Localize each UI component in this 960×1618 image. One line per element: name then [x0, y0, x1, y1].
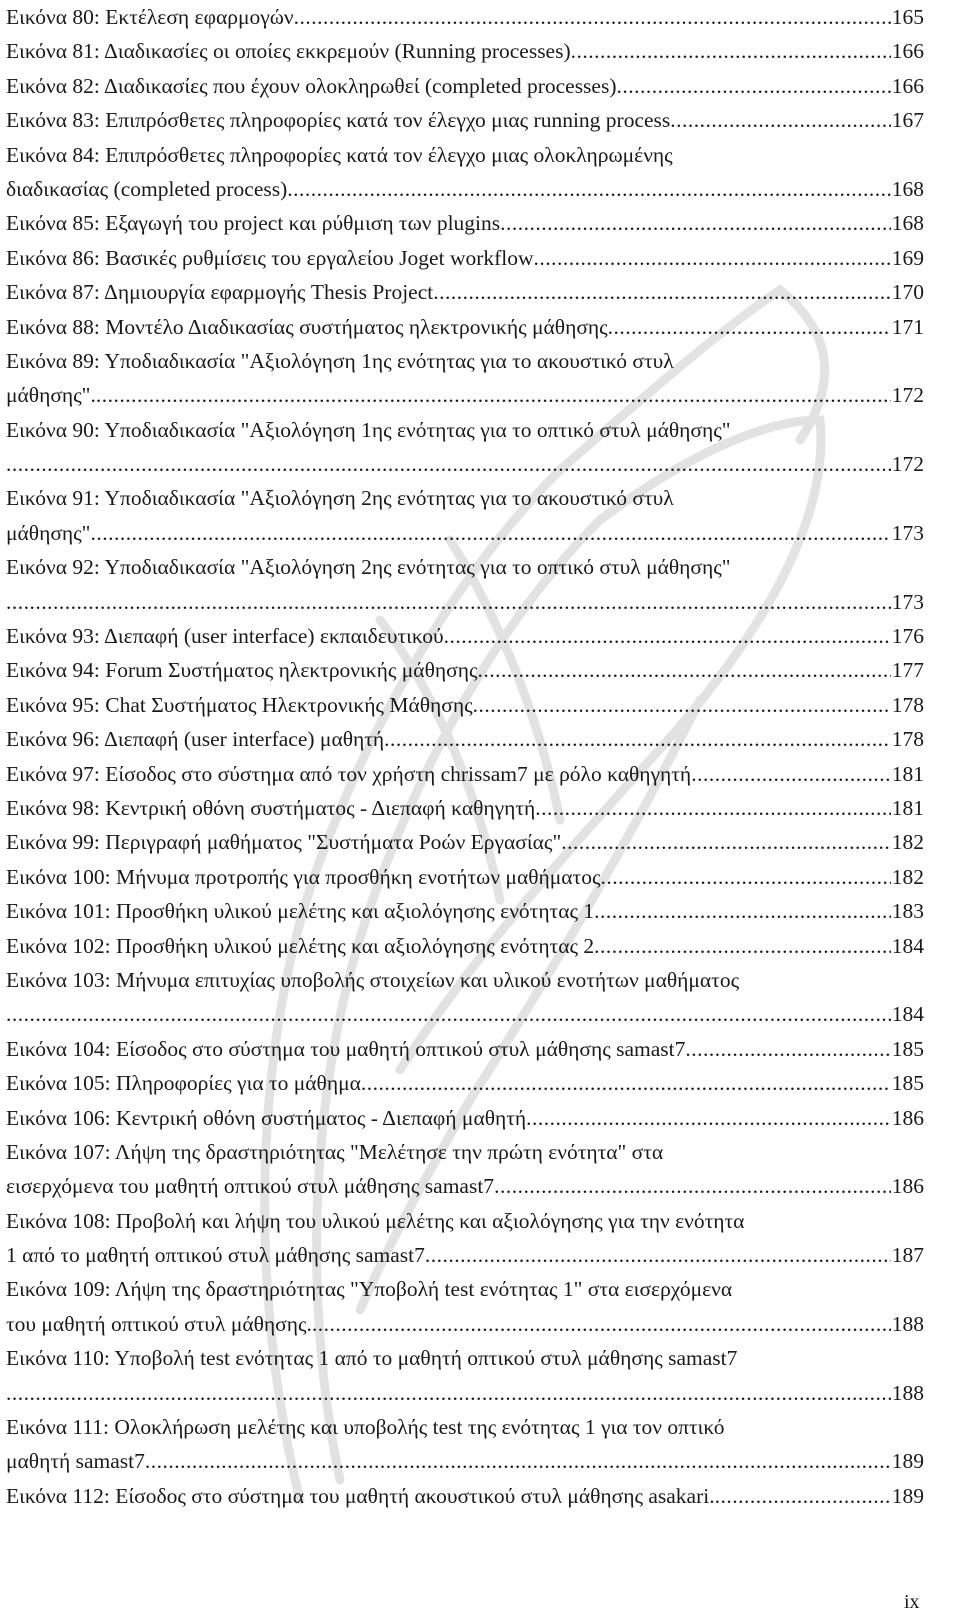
- toc-line: [6, 103, 924, 137]
- toc-line: [6, 138, 924, 172]
- toc-line: [6, 172, 924, 206]
- toc-entry-text: Εικόνα 92: Υποδιαδικασία "Αξιολόγηση 2ης ενότητας για το οπτικό στυλ μάθησης": [6, 555, 731, 580]
- toc-page-number: 184: [891, 1002, 924, 1027]
- toc-entry-text: Εικόνα 80: Εκτέλεση εφαρμογών: [6, 5, 294, 29]
- dot-leader: [287, 172, 890, 206]
- page-number: ix: [904, 1591, 920, 1613]
- toc-entry-text: εισερχόμενα του μαθητή οπτικού στυλ μάθησης samast7: [6, 1174, 495, 1199]
- toc-page-number: 165: [891, 5, 924, 29]
- toc-entry-text: Εικόνα 101: Προσθήκη υλικού μελέτης και αξιολόγησης ενότητας 1: [6, 899, 595, 924]
- toc-line: [6, 344, 924, 378]
- dot-leader: [90, 516, 890, 550]
- toc-page-number: 187: [891, 1243, 924, 1268]
- dot-leader: [594, 894, 891, 928]
- toc-page-number: 186: [891, 1105, 924, 1130]
- toc-line: [6, 585, 924, 619]
- toc-page-number: 168: [891, 211, 924, 236]
- toc-line: [6, 619, 924, 653]
- toc-entry-text: Εικόνα 82: Διαδικασίες που έχουν ολοκληρωθεί (completed processes): [6, 73, 617, 98]
- dot-leader: [691, 757, 891, 791]
- toc-line: [6, 1101, 924, 1135]
- toc-line: [6, 1272, 924, 1306]
- toc-entry-text: Εικόνα 99: Περιγραφή μαθήματος "Συστήματα Ροών Εργασίας": [6, 830, 562, 855]
- toc-entry-text: 1 από το μαθητή οπτικού στυλ μάθησης samast7: [6, 1243, 425, 1268]
- toc-entry-text: Εικόνα 102: Προσθήκη υλικού μελέτης και αξιολόγησης ενότητας 2: [6, 933, 595, 958]
- toc-page-number: 182: [891, 830, 924, 855]
- toc-entry-text: Εικόνα 81: Διαδικασίες οι οποίες εκκρεμούν (Running processes): [6, 39, 571, 64]
- dot-leader: [608, 310, 891, 344]
- toc-line: [6, 1444, 924, 1478]
- toc-line: [6, 413, 924, 447]
- toc-line: [6, 1376, 924, 1410]
- toc-line: [6, 69, 924, 103]
- toc-page-number: 173: [891, 589, 924, 614]
- dot-leader: [500, 206, 891, 240]
- toc-entry-text: Εικόνα 109: Λήψη της δραστηριότητας "Υποβολή test ενότητας 1" στα εισερχόμενα: [6, 1277, 733, 1302]
- toc-line: [6, 1135, 924, 1169]
- toc-line: [6, 241, 924, 275]
- toc-line: [6, 722, 924, 756]
- toc-entry-text: Εικόνα 84: Επιπρόσθετες πληροφορίες κατά τον έλεγχο μιας ολοκληρωμένης: [6, 142, 673, 167]
- toc-page-number: 177: [891, 658, 924, 683]
- toc-line: [6, 997, 924, 1031]
- toc-page-number: 169: [891, 245, 924, 270]
- toc-entry-text: Εικόνα 90: Υποδιαδικασία "Αξιολόγηση 1ης ενότητας για το οπτικό στυλ μάθησης": [6, 417, 731, 442]
- toc-line: [6, 550, 924, 584]
- toc-entry-text: Εικόνα 89: Υποδιαδικασία "Αξιολόγηση 1ης ενότητας για το ακουστικό στυλ: [6, 348, 674, 373]
- toc-entry-text: Εικόνα 112: Είσοδος στο σύστημα του μαθητή ακουστικού στυλ μάθησης asakari.: [6, 1483, 715, 1508]
- toc-entry-text: Εικόνα 98: Κεντρική οθόνη συστήματος - Διεπαφή καθηγητή: [6, 795, 536, 820]
- toc-line: [6, 1479, 924, 1513]
- toc-entry-text: Εικόνα 96: Διεπαφή (user interface) μαθητή: [6, 727, 385, 752]
- toc-line: [6, 310, 924, 344]
- toc-page-number: 166: [891, 73, 924, 98]
- toc-line: [6, 1341, 924, 1375]
- toc-entry-text: Εικόνα 85: Εξαγωγή του project και ρύθμιση των plugins: [6, 211, 501, 236]
- toc-entry-text: μάθησης": [6, 520, 91, 545]
- toc-page-number: 178: [891, 692, 924, 717]
- toc-entry-text: Εικόνα 106: Κεντρική οθόνη συστήματος - Διεπαφή μαθητή: [6, 1105, 527, 1130]
- toc-line: [6, 791, 924, 825]
- toc-page-number: 172: [891, 452, 924, 477]
- toc-line: [6, 1169, 924, 1203]
- toc-line: [6, 825, 924, 859]
- toc-line: [6, 206, 924, 240]
- toc-page-number: 188: [891, 1311, 924, 1336]
- toc-line: [6, 963, 924, 997]
- toc-page-number: 189: [891, 1483, 924, 1508]
- toc-line: [6, 1204, 924, 1238]
- toc-line: [6, 1410, 924, 1444]
- toc-line: [6, 929, 924, 963]
- toc-entry-text: Εικόνα 110: Υποβολή test ενότητας 1 από το μαθητή οπτικού στυλ μάθησης samast7: [6, 1346, 738, 1371]
- toc-entry-text: Εικόνα 97: Είσοδος στο σύστημα από τον χρήστη chrissam7 με ρόλο καθηγητή: [6, 761, 692, 786]
- dot-leader: [473, 688, 891, 722]
- toc-page-number: 186: [891, 1174, 924, 1199]
- toc-page-number: 171: [891, 314, 924, 339]
- toc-line: [6, 860, 924, 894]
- toc-line: [6, 447, 924, 481]
- toc-entry-text: Εικόνα 88: Μοντέλο Διαδικασίας συστήματος ηλεκτρονικής μάθησης: [6, 314, 608, 339]
- toc-page-number: 185: [891, 1071, 924, 1096]
- dot-leader: [6, 447, 891, 481]
- toc-line: [6, 757, 924, 791]
- dot-leader: [477, 653, 890, 687]
- dot-leader: [494, 1169, 891, 1203]
- toc-entry-text: Εικόνα 94: Forum Συστήματος ηλεκτρονικής μάθησης: [6, 658, 478, 683]
- toc-line: [6, 378, 924, 412]
- dot-leader: [6, 585, 891, 619]
- toc-line: [6, 1238, 924, 1272]
- dot-leader: [361, 1066, 891, 1100]
- toc-page-number: 172: [891, 383, 924, 408]
- toc-line: [6, 894, 924, 928]
- toc-line: [6, 1032, 924, 1066]
- toc-entry-text: Εικόνα 86: Βασικές ρυθμίσεις του εργαλείου Joget workflow: [6, 245, 534, 270]
- toc-page-number: 176: [891, 624, 924, 649]
- toc-page-number: 183: [891, 899, 924, 924]
- toc-page-number: 170: [891, 280, 924, 305]
- toc-line: [6, 688, 924, 722]
- toc-entry-text: Εικόνα 87: Δημιουργία εφαρμογής Thesis Project: [6, 280, 434, 305]
- dot-leader: [294, 0, 891, 34]
- dot-leader: [534, 241, 891, 275]
- dot-leader: [617, 69, 891, 103]
- dot-leader: [670, 103, 890, 137]
- toc-entry-text: Εικόνα 95: Chat Συστήματος Ηλεκτρονικής Μάθησης: [6, 692, 473, 717]
- toc-entry-text: Εικόνα 104: Είσοδος στο σύστημα του μαθητή οπτικού στυλ μάθησης samast7: [6, 1036, 686, 1061]
- toc-line: [6, 34, 924, 68]
- dot-leader: [6, 1376, 891, 1410]
- toc-page-number: 182: [891, 864, 924, 889]
- toc-entry-text: Εικόνα 111: Ολοκλήρωση μελέτης και υποβολής test της ενότητας 1 για τον οπτικό: [6, 1415, 725, 1440]
- toc-page-number: 188: [891, 1380, 924, 1405]
- toc-page-number: 173: [891, 520, 924, 545]
- toc-line: [6, 0, 924, 34]
- toc-page-number: 189: [891, 1449, 924, 1474]
- toc-entry-text: Εικόνα 108: Προβολή και λήψη του υλικού μελέτης και αξιολόγησης για την ενότητα: [6, 1208, 745, 1233]
- dot-leader: [384, 722, 891, 756]
- table-of-figures: [6, 0, 924, 1513]
- toc-entry-text: διαδικασίας (completed process): [6, 176, 288, 201]
- dot-leader: [600, 860, 890, 894]
- dot-leader: [715, 1479, 891, 1513]
- toc-entry-text: του μαθητή οπτικού στυλ μάθησης.: [6, 1311, 312, 1336]
- toc-page-number: 185: [891, 1036, 924, 1061]
- toc-line: [6, 481, 924, 515]
- dot-leader: [312, 1307, 891, 1341]
- toc-entry-text: Εικόνα 91: Υποδιαδικασία "Αξιολόγηση 2ης ενότητας για το ακουστικό στυλ: [6, 486, 674, 511]
- toc-entry-text: Εικόνα 93: Διεπαφή (user interface) εκπαιδευτικού: [6, 624, 444, 649]
- dot-leader: [685, 1032, 890, 1066]
- toc-line: [6, 1066, 924, 1100]
- toc-page-number: 181: [891, 761, 924, 786]
- dot-leader: [526, 1101, 891, 1135]
- toc-entry-text: μαθητή samast7: [6, 1449, 145, 1474]
- toc-page-number: 168: [891, 176, 924, 201]
- dot-leader: [6, 997, 891, 1031]
- toc-line: [6, 653, 924, 687]
- toc-line: [6, 275, 924, 309]
- toc-page-number: 184: [891, 933, 924, 958]
- toc-line: [6, 516, 924, 550]
- toc-entry-text: μάθησης".: [6, 383, 96, 408]
- toc-line: [6, 1307, 924, 1341]
- dot-leader: [535, 791, 891, 825]
- dot-leader: [571, 34, 891, 68]
- toc-entry-text: Εικόνα 105: Πληροφορίες για το μάθημα: [6, 1071, 361, 1096]
- toc-entry-text: Εικόνα 83: Επιπρόσθετες πληροφορίες κατά τον έλεγχο μιας running process: [6, 108, 671, 133]
- toc-page-number: 181: [891, 795, 924, 820]
- dot-leader: [96, 378, 891, 412]
- dot-leader: [594, 929, 891, 963]
- toc-entry-text: Εικόνα 100: Μήνυμα προτροπής για προσθήκη ενοτήτων μαθήματος: [6, 864, 601, 889]
- toc-entry-text: Εικόνα 107: Λήψη της δραστηριότητας "Μελέτησε την πρώτη ενότητα" στα: [6, 1139, 664, 1164]
- toc-entry-text: Εικόνα 103: Μήνυμα επιτυχίας υποβολής στοιχείων και υλικού ενοτήτων μαθήματος: [6, 967, 740, 992]
- dot-leader: [145, 1444, 891, 1478]
- toc-page-number: 178: [891, 727, 924, 752]
- dot-leader: [561, 825, 891, 859]
- toc-page-number: 166: [891, 39, 924, 64]
- toc-page-number: 167: [891, 108, 924, 133]
- dot-leader: [433, 275, 891, 309]
- dot-leader: [425, 1238, 891, 1272]
- dot-leader: [444, 619, 891, 653]
